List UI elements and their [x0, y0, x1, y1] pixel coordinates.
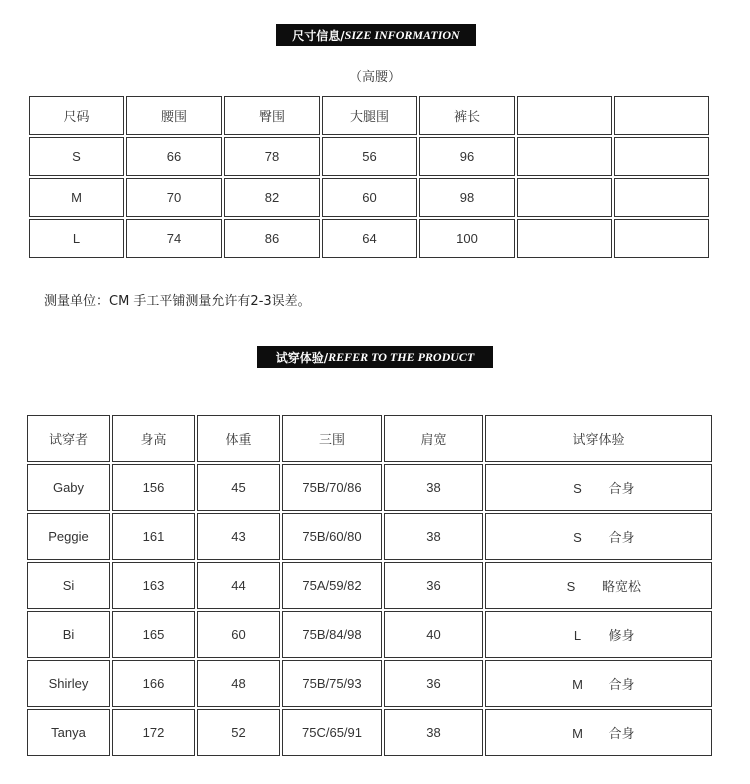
size-cell: 96 [419, 137, 515, 176]
fit-row [27, 709, 712, 756]
size-table [27, 94, 711, 260]
size-row [29, 178, 709, 217]
fit-cell-measure: 75B/75/93 [282, 660, 382, 707]
size-header-row [29, 96, 709, 135]
fit-cell-measure: 75A/59/82 [282, 562, 382, 609]
fit-description: 合身 [608, 726, 635, 741]
fit-row [27, 660, 712, 707]
fit-row [27, 513, 712, 560]
fit-experience-wrap [562, 478, 634, 497]
size-header-cell: 腰围 [126, 96, 222, 135]
size-info-title-zh: 尺寸信息/ [292, 28, 345, 43]
size-cell: 100 [419, 219, 515, 258]
fit-description: 略宽松 [601, 579, 641, 594]
fit-header-cell: 试穿者 [27, 415, 110, 462]
fit-cell-shoulder: 36 [384, 562, 483, 609]
fit-row [27, 611, 712, 658]
fit-cell-shoulder: 36 [384, 660, 483, 707]
fit-experience-wrap [562, 527, 634, 546]
fit-banner [257, 346, 493, 368]
size-cell [517, 178, 612, 217]
fit-cell-name: Gaby [27, 464, 110, 511]
fit-cell-weight: 52 [197, 709, 280, 756]
measurement-note: 测量单位：CM 手工平铺测量允许有2-3误差。 [44, 294, 311, 309]
fit-cell-name: Bi [27, 611, 110, 658]
fit-cell-weight: 44 [197, 562, 280, 609]
fit-cell-shoulder: 38 [384, 513, 483, 560]
size-header-cell [517, 96, 612, 135]
fit-cell-experience [485, 513, 712, 560]
fit-cell-height: 172 [112, 709, 195, 756]
size-cell: 78 [224, 137, 320, 176]
fit-description: 修身 [608, 628, 635, 643]
fit-size: M [572, 677, 583, 692]
fit-row [27, 464, 712, 511]
fit-size: L [573, 628, 582, 643]
fit-cell-shoulder: 38 [384, 464, 483, 511]
size-cell [614, 178, 709, 217]
fit-cell-height: 165 [112, 611, 195, 658]
fit-description: 合身 [608, 530, 635, 545]
size-cell: 82 [224, 178, 320, 217]
fit-experience-wrap [562, 625, 634, 644]
fit-size: S [573, 530, 582, 545]
size-cell: 60 [322, 178, 417, 217]
fit-cell-experience [485, 709, 712, 756]
fit-cell-measure: 75B/70/86 [282, 464, 382, 511]
size-info-title-en: SIZE INFORMATION [344, 27, 460, 42]
size-header-cell: 臀围 [224, 96, 320, 135]
size-info-banner [276, 24, 476, 46]
size-cell: L [29, 219, 124, 258]
fit-header-row [27, 415, 712, 462]
size-row [29, 137, 709, 176]
size-cell [517, 137, 612, 176]
size-cell: S [29, 137, 124, 176]
fit-cell-experience [485, 611, 712, 658]
fit-cell-name: Shirley [27, 660, 110, 707]
fit-cell-name: Si [27, 562, 110, 609]
size-cell: 86 [224, 219, 320, 258]
fit-row [27, 562, 712, 609]
size-header-cell: 大腿围 [322, 96, 417, 135]
fit-cell-measure: 75B/84/98 [282, 611, 382, 658]
fit-cell-weight: 43 [197, 513, 280, 560]
size-cell: 98 [419, 178, 515, 217]
fit-title-zh: 试穿体验/ [275, 350, 329, 365]
size-cell: 56 [322, 137, 417, 176]
fit-cell-measure: 75C/65/91 [282, 709, 382, 756]
fit-experience-wrap [562, 674, 634, 693]
fit-cell-weight: 45 [197, 464, 280, 511]
size-cell: 66 [126, 137, 222, 176]
fit-cell-name: Peggie [27, 513, 110, 560]
size-cell: 70 [126, 178, 222, 217]
size-header-cell: 裤长 [419, 96, 515, 135]
size-subtitle: （高腰） [348, 70, 401, 85]
fit-cell-height: 166 [112, 660, 195, 707]
fit-cell-experience [485, 562, 712, 609]
size-cell: 64 [322, 219, 417, 258]
fit-header-cell: 肩宽 [384, 415, 483, 462]
fit-description: 合身 [608, 481, 635, 496]
fit-header-cell: 试穿体验 [485, 415, 712, 462]
fit-description: 合身 [608, 677, 635, 692]
size-cell [614, 219, 709, 258]
fit-cell-shoulder: 38 [384, 709, 483, 756]
fit-cell-weight: 48 [197, 660, 280, 707]
fit-cell-measure: 75B/60/80 [282, 513, 382, 560]
size-header-cell [614, 96, 709, 135]
size-header-cell: 尺码 [29, 96, 124, 135]
fit-cell-shoulder: 40 [384, 611, 483, 658]
fit-experience-wrap [556, 576, 641, 595]
fit-header-cell: 三围 [282, 415, 382, 462]
fit-experience-wrap [562, 723, 634, 742]
size-cell: M [29, 178, 124, 217]
fit-cell-name: Tanya [27, 709, 110, 756]
fit-size: S [573, 481, 582, 496]
fit-table [25, 413, 714, 758]
fit-size: S [566, 579, 576, 594]
fit-cell-weight: 60 [197, 611, 280, 658]
fit-cell-experience [485, 464, 712, 511]
size-cell [517, 219, 612, 258]
fit-title-en: REFER TO THE PRODUCT [328, 349, 475, 364]
fit-size: M [572, 726, 583, 741]
fit-header-cell: 体重 [197, 415, 280, 462]
fit-cell-experience [485, 660, 712, 707]
size-row [29, 219, 709, 258]
fit-cell-height: 163 [112, 562, 195, 609]
fit-header-cell: 身高 [112, 415, 195, 462]
fit-cell-height: 156 [112, 464, 195, 511]
size-cell: 74 [126, 219, 222, 258]
fit-cell-height: 161 [112, 513, 195, 560]
size-cell [614, 137, 709, 176]
